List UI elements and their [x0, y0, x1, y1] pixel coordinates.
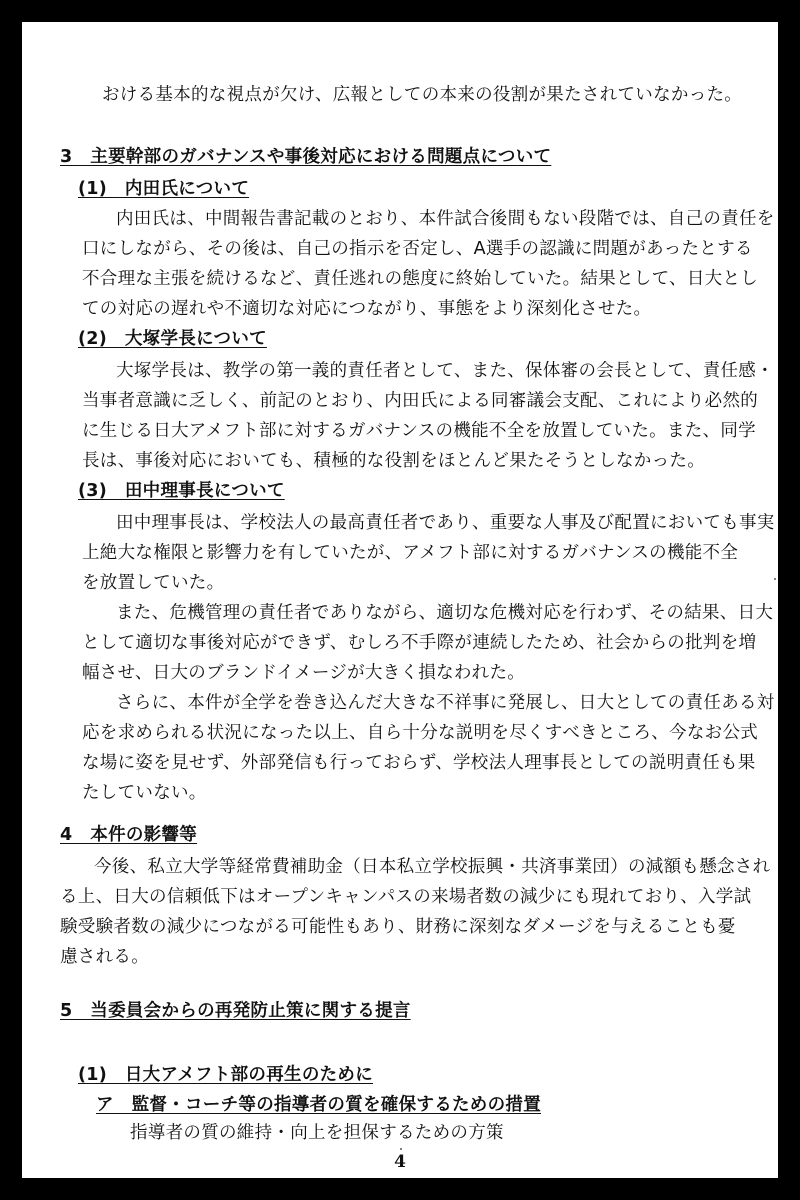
section-5-heading: 5 当委員会からの再発防止策に関する提言: [60, 1001, 411, 1021]
subsection-3-1-heading: (1) 内田氏について: [78, 179, 250, 199]
paragraph-line: を放置していた。: [82, 573, 225, 593]
paragraph-line: として適切な事後対応ができず、むしろ不手際が連続したため、社会からの批判を増: [82, 633, 757, 653]
paragraph-line: 長は、事後対応においても、積極的な役割をほとんど果たそうとしなかった。: [82, 451, 705, 471]
subsection-3-2-heading: (2) 大塚学長について: [78, 329, 267, 349]
paragraph-line: 当事者意識に乏しく、前記のとおり、内田氏による同審議会支配、これにより必然的: [82, 391, 759, 411]
document-page: [22, 22, 778, 1178]
section-3-heading: 3 主要幹部のガバナンスや事後対応における問題点について: [60, 147, 552, 167]
paragraph-line: に生じる日大アメフト部に対するガバナンスの機能不全を放置していた。また、同学: [82, 421, 756, 441]
paragraph-line: また、危機管理の責任者でありながら、適切な危機対応を行わず、その結果、日大: [116, 603, 774, 623]
paragraph-line: 応を求められる状況になった以上、自ら十分な説明を尽くすべきところ、今なお公式: [82, 723, 759, 743]
document-body: [22, 22, 778, 1178]
item-a-heading: ア 監督・コーチ等の指導者の質を確保するための措置: [96, 1095, 541, 1115]
paragraph-line: さらに、本件が全学を巻き込んだ大きな不祥事に発展し、日大としての責任ある対: [116, 693, 775, 713]
scan-speck: [400, 1148, 402, 1150]
paragraph-line: 内田氏は、中間報告書記載のとおり、本件試合後間もない段階では、自己の責任を: [116, 209, 775, 229]
paragraph-line: 田中理事長は、学校法人の最高責任者であり、重要な人事及び配置においても事実: [116, 513, 775, 533]
paragraph-line: 指導者の質の維持・向上を担保するための方策: [130, 1123, 504, 1143]
paragraph-line: 大塚学長は、教学の第一義的責任者として、また、保体審の会長として、責任感・: [116, 361, 774, 381]
scan-speck: [774, 578, 776, 580]
paragraph-line: 幅させ、日大のブランドイメージが大きく損なわれた。: [82, 663, 526, 683]
subsection-5-1-heading: (1) 日大アメフト部の再生のために: [78, 1065, 374, 1085]
paragraph-line: る上、日大の信頼低下はオープンキャンパスの来場者数の減少にも現れており、入学試: [60, 887, 752, 907]
paragraph-line: 今後、私立大学等経常費補助金（日本私立学校振興・共済事業団）の減額も懸念され: [94, 857, 771, 877]
page-number: 4: [394, 1152, 406, 1172]
paragraph-line: 慮される。: [60, 947, 149, 967]
paragraph-line: 不合理な主張を続けるなど、責任逃れの態度に終始していた。結果として、日大とし: [82, 269, 759, 289]
paragraph-line: 上絶大な権限と影響力を有していたが、アメフト部に対するガバナンスの機能不全: [82, 543, 739, 563]
paragraph-line: 験受験者数の減少につながる可能性もあり、財務に深刻なダメージを与えることも憂: [60, 917, 736, 937]
paragraph-line: ての対応の遅れや不適切な対応につながり、事態をより深刻化させた。: [82, 299, 652, 319]
paragraph-line: たしていない。: [82, 783, 207, 803]
paragraph-line: な場に姿を見せず、外部発信も行っておらず、学校法人理事長としての説明責任も果: [82, 753, 756, 773]
subsection-3-3-heading: (3) 田中理事長について: [78, 481, 285, 501]
section-4-heading: 4 本件の影響等: [60, 825, 198, 845]
continuation-line: おける基本的な視点が欠け、広報としての本来の役割が果たされていなかった。: [102, 85, 743, 105]
paragraph-line: 口にしながら、その後は、自己の指示を否定し、A選手の認識に問題があったとする: [82, 239, 753, 259]
